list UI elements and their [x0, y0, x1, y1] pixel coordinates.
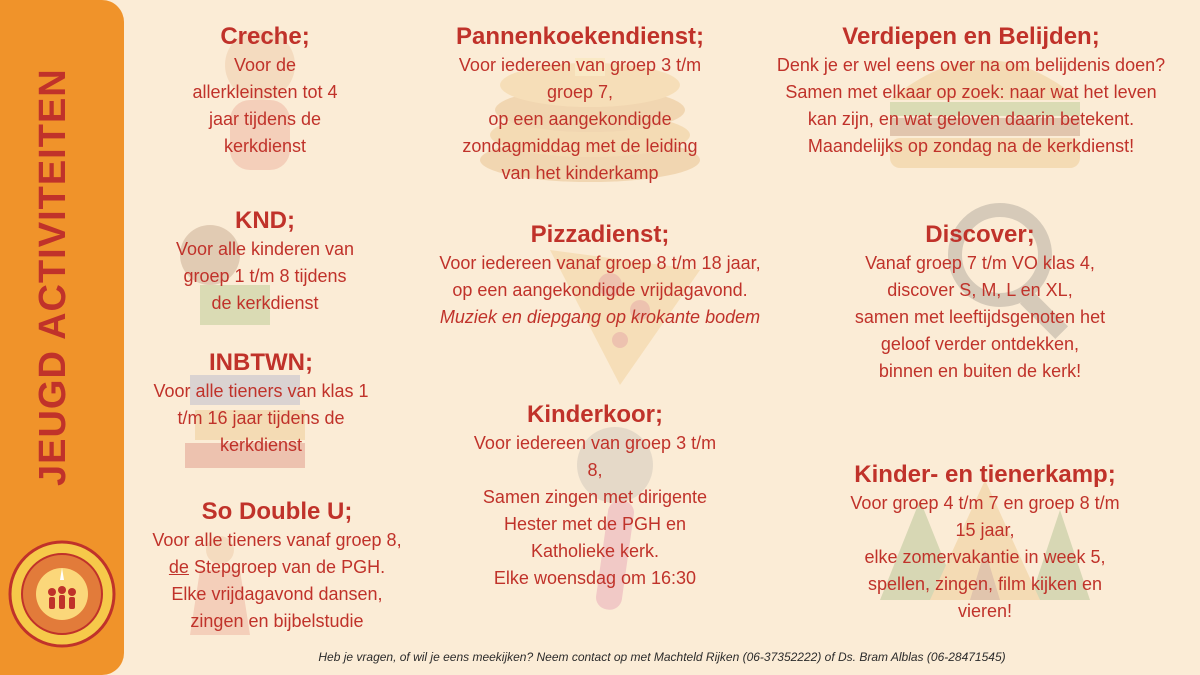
card-title: So Double U;: [201, 498, 353, 525]
card-verdiepen-en-belijden: [740, 22, 1200, 160]
card-line: Voor alle kinderen van: [175, 239, 355, 259]
powered-by-joined-logo: [8, 540, 116, 648]
card-line: samen met leeftijdsgenoten het: [854, 307, 1106, 327]
card-line: kerkdienst: [219, 435, 303, 455]
card-line: [127, 554, 427, 581]
card-pannenkoekendienst: [425, 22, 735, 187]
card-kinder-en-tienerkamp: [810, 460, 1160, 625]
card-line: 15 jaar,: [955, 520, 1015, 540]
card-line: Denk je er wel eens over na om belijdenis doen?: [776, 55, 1166, 75]
card-title: KND;: [235, 207, 295, 234]
card-inbtwn: [127, 348, 395, 459]
contact-footer: Heb je vragen, of wil je eens meekijken? Neem contact op met Machteld Rijken (06-37352222) of Ds. Bram Alblas (06-28471545): [318, 650, 1006, 664]
card-line: zondagmiddag met de leiding: [462, 136, 698, 156]
card-line: de kerkdienst: [211, 293, 319, 313]
card-line: Elke vrijdagavond dansen,: [171, 584, 383, 604]
card-line: discover S, M, L en XL,: [887, 280, 1073, 300]
card-line: Maandelijks op zondag na de kerkdienst!: [807, 136, 1135, 156]
card-title: INBTWN;: [209, 349, 313, 376]
card-discover: [820, 220, 1140, 385]
card-line: Voor alle tieners vanaf groep 8,: [152, 530, 402, 550]
card-tagline: Muziek en diepgang op krokante bodem: [439, 307, 761, 327]
card-line: jaar tijdens de: [208, 109, 322, 129]
card-line: Samen zingen met dirigente: [482, 487, 708, 507]
card-knd: [140, 206, 390, 317]
card-line: zingen en bijbelstudie: [190, 611, 364, 631]
card-line: groep 7,: [546, 82, 614, 102]
card-line: vieren!: [957, 601, 1013, 621]
card-title: Pizzadienst;: [530, 221, 670, 248]
card-line: elke zomervakantie in week 5,: [864, 547, 1106, 567]
card-line: kan zijn, en wat geloven daarin betekent.: [807, 109, 1135, 129]
card-line: Samen met elkaar op zoek: naar wat het leven: [785, 82, 1157, 102]
card-line: binnen en buiten de kerk!: [878, 361, 1082, 381]
card-line: Voor iedereen vanaf groep 8 t/m 18 jaar,: [439, 253, 761, 273]
card-kinderkoor: [450, 400, 740, 592]
card-title: Kinder- en tienerkamp;: [854, 461, 1116, 488]
card-title: Discover;: [925, 221, 1035, 248]
underlined-word: de: [168, 557, 189, 577]
card-line: Voor alle tieners van klas 1: [153, 381, 369, 401]
card-line: Voor de: [233, 55, 297, 75]
card-pizzadienst: [395, 220, 805, 331]
card-line: groep 1 t/m 8 tijdens: [183, 266, 347, 286]
card-line: Hester met de PGH en: [503, 514, 687, 534]
card-title: Verdiepen en Belijden;: [842, 23, 1100, 50]
card-line: t/m 16 jaar tijdens de: [177, 408, 345, 428]
card-line: Katholieke kerk.: [530, 541, 660, 561]
card-so-double-u: [127, 497, 427, 635]
card-line: van het kinderkamp: [501, 163, 659, 183]
card-line: Voor iedereen van groep 3 t/m: [458, 55, 702, 75]
card-title: Kinderkoor;: [526, 401, 663, 428]
card-line: geloof verder ontdekken,: [880, 334, 1080, 354]
card-line: Voor iedereen van groep 3 t/m: [473, 433, 717, 453]
card-line: Elke woensdag om 16:30: [493, 568, 697, 588]
sidebar-title: JEUGD ACTIVITEITEN: [32, 68, 74, 486]
card-line: allerkleinsten tot 4: [192, 82, 338, 102]
card-line: op een aangekondigde vrijdagavond.: [452, 280, 748, 300]
card-title: Creche;: [220, 23, 310, 50]
card-line: spellen, zingen, film kijken en: [867, 574, 1103, 594]
card-title: Pannenkoekendienst;: [455, 23, 705, 50]
card-line: Voor groep 4 t/m 7 en groep 8 t/m: [850, 493, 1120, 513]
card-line: op een aangekondigde: [488, 109, 672, 129]
card-line: kerkdienst: [223, 136, 307, 156]
card-line: 8,: [587, 460, 603, 480]
card-creche: [155, 22, 375, 160]
sidebar: [0, 0, 124, 675]
card-line-rest: Stepgroep van de PGH.: [188, 557, 386, 577]
card-line: Vanaf groep 7 t/m VO klas 4,: [865, 253, 1095, 273]
